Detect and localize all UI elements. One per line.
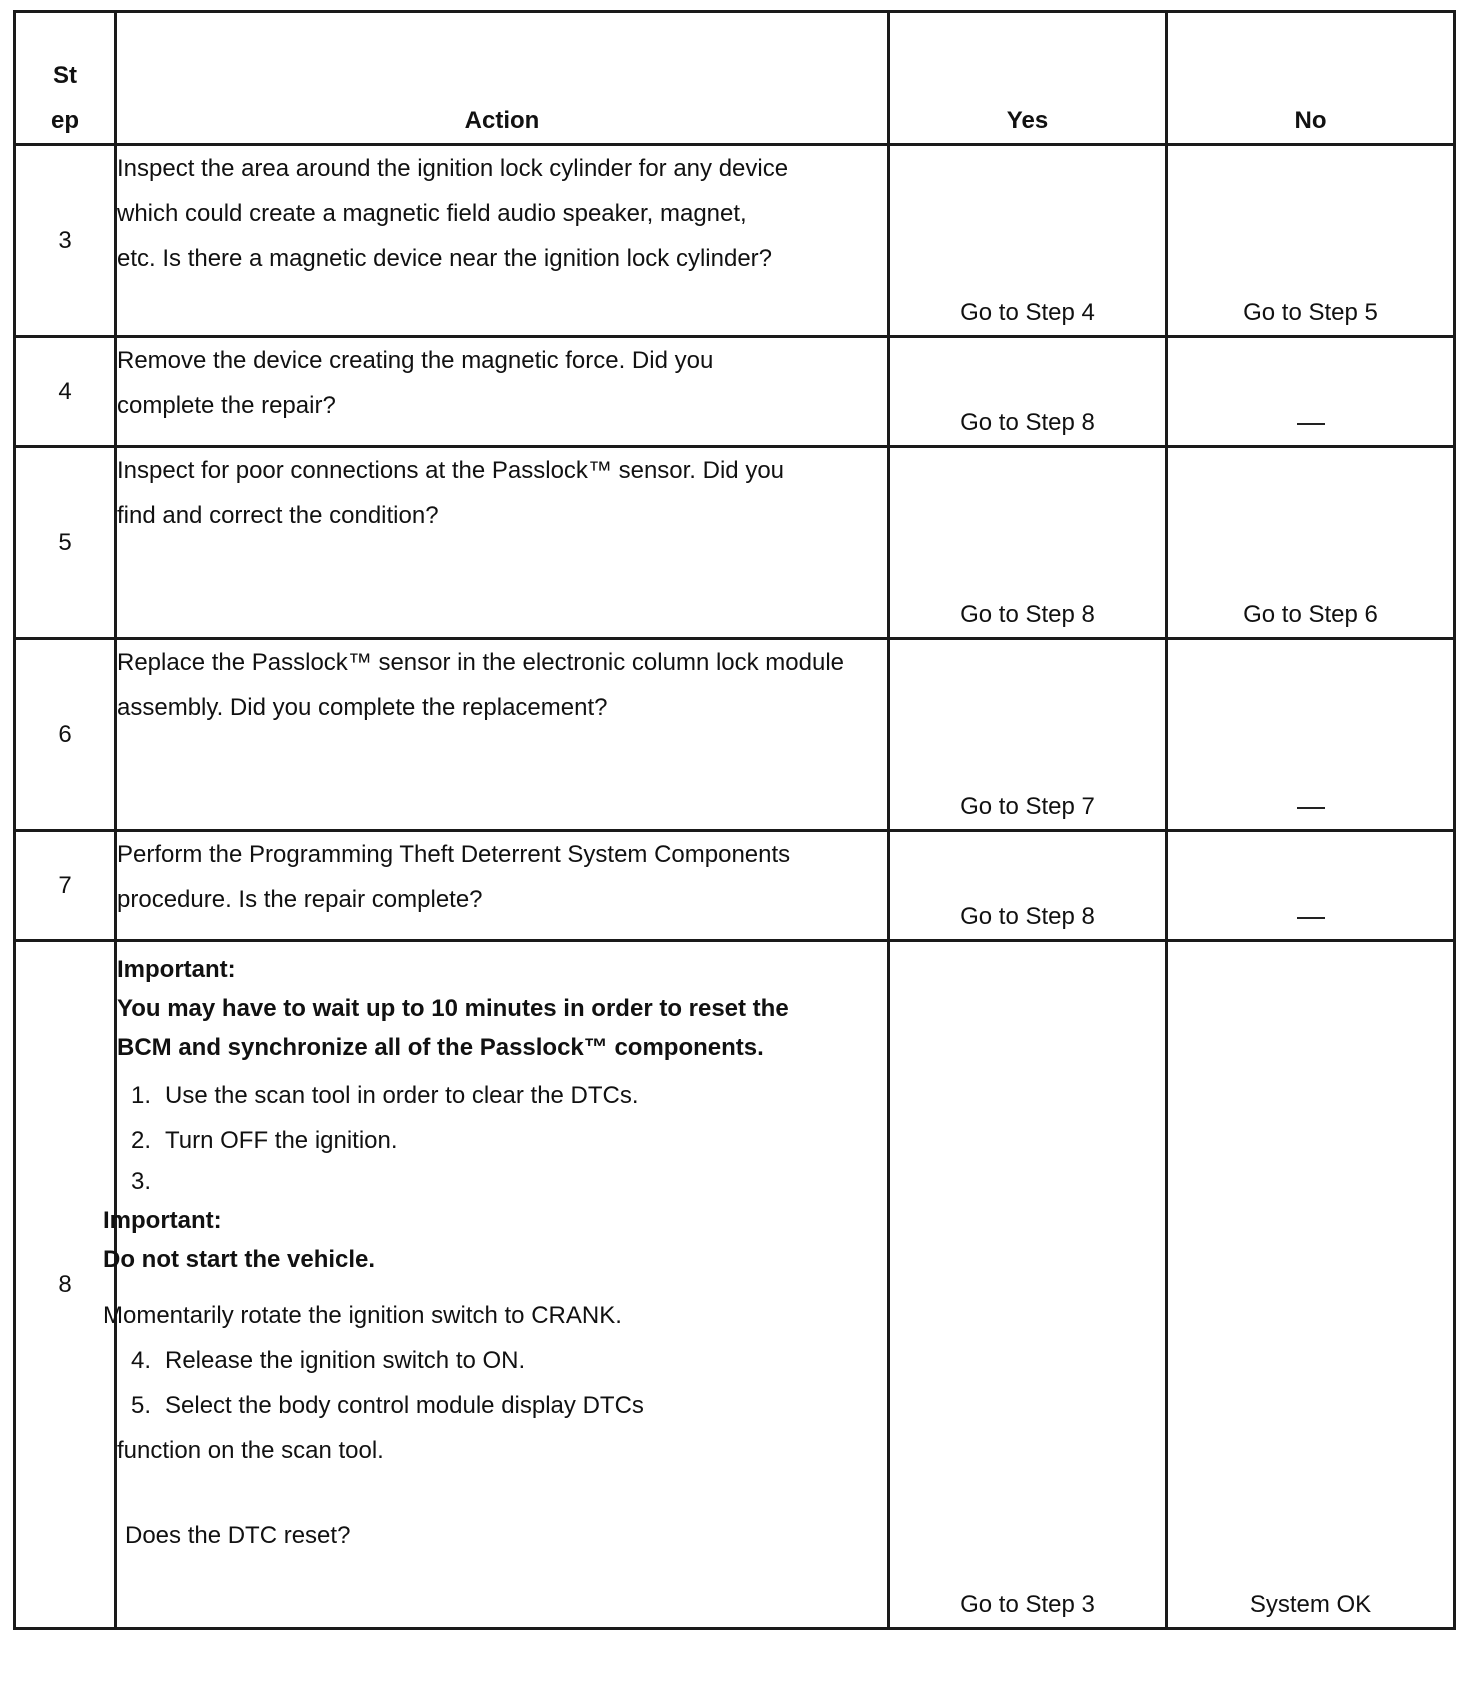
yes-result: Go to Step 8	[889, 337, 1167, 447]
header-step: St ep	[15, 12, 116, 145]
action-text	[103, 941, 889, 1629]
table-row	[15, 145, 1455, 337]
header-no: No	[1167, 12, 1455, 145]
step-number: 3	[15, 145, 116, 337]
dash-mark	[1297, 423, 1325, 425]
header-action: Action	[116, 12, 889, 145]
important-label: Important:	[117, 956, 236, 983]
dash-mark	[1297, 917, 1325, 919]
dash-mark	[1297, 807, 1325, 809]
no-result: System OK	[1167, 941, 1455, 1629]
no-result: Go to Step 6	[1167, 447, 1455, 639]
yes-result: Go to Step 4	[889, 145, 1167, 337]
table-row	[15, 941, 1455, 1629]
action-text: Inspect the area around the ignition lock cylinder for any device which could create a magnetic field audio speaker, magnet, etc. Is there a magnetic device near the ignition lock cylinder?	[116, 145, 889, 337]
step-number: 4	[15, 337, 116, 447]
important-block	[103, 1201, 827, 1338]
yes-result: Go to Step 8	[889, 831, 1167, 941]
yes-result: Go to Step 8	[889, 447, 1167, 639]
action-text: Perform the Programming Theft Deterrent System Components procedure. Is the repair complete?	[116, 831, 889, 941]
important-note: You may have to wait up to 10 minutes in order to reset the BCM and synchronize all of the Passlock™ components.	[117, 995, 789, 1061]
table-row	[15, 447, 1455, 639]
yes-result: Go to Step 3	[889, 941, 1167, 1629]
important-label: Important:	[103, 1207, 222, 1234]
important-note: Do not start the vehicle.	[103, 1246, 376, 1273]
no-result: Go to Step 5	[1167, 145, 1455, 337]
step-number: 8	[15, 941, 116, 1629]
instruction-text: function on the scan tool.	[117, 1437, 384, 1464]
list-item: 4. Release the ignition switch to ON.	[130, 1347, 526, 1374]
step-list	[117, 1338, 827, 1428]
step-number: 7	[15, 831, 116, 941]
table-row	[15, 337, 1455, 447]
action-text: Replace the Passlock™ sensor in the electronic column lock module assembly. Did you complete the replacement?	[116, 639, 889, 831]
yes-result: Go to Step 7	[889, 639, 1167, 831]
step-number: 5	[15, 447, 116, 639]
action-text: Inspect for poor connections at the Passlock™ sensor. Did you find and correct the condition?	[116, 447, 889, 639]
step-number: 6	[15, 639, 116, 831]
no-result	[1167, 337, 1455, 447]
list-item: 5. Select the body control module display DTCs	[130, 1392, 644, 1419]
table-row	[15, 831, 1455, 941]
list-item: 1. Use the scan tool in order to clear the DTCs.	[130, 1082, 639, 1109]
header-row	[15, 12, 1455, 145]
header-yes: Yes	[889, 12, 1167, 145]
action-text: Remove the device creating the magnetic force. Did you complete the repair?	[116, 337, 889, 447]
diagnostic-table	[13, 10, 1456, 1630]
question-text: Does the DTC reset?	[125, 1522, 351, 1549]
step-list	[117, 1073, 827, 1201]
no-result	[1167, 639, 1455, 831]
list-item: 2. Turn OFF the ignition.	[130, 1127, 398, 1154]
instruction-text: Momentarily rotate the ignition switch to CRANK.	[103, 1302, 622, 1329]
table-row	[15, 639, 1455, 831]
list-item: 3.	[130, 1168, 151, 1195]
no-result	[1167, 831, 1455, 941]
